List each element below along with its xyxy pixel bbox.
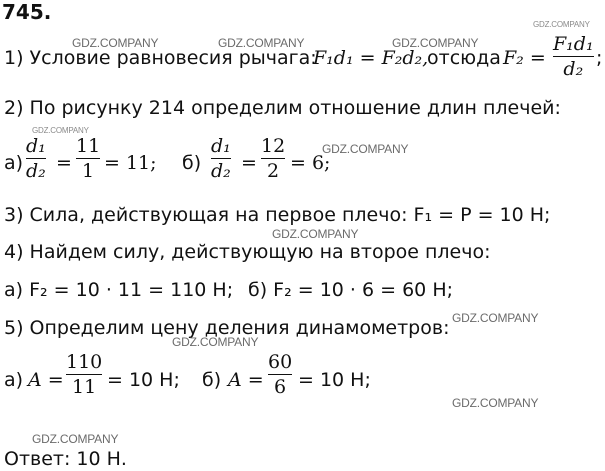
step2-a-result: = 11; bbox=[104, 152, 157, 174]
step2-b-result: = 6; bbox=[290, 152, 331, 174]
watermark: GDZ.COMPANY bbox=[452, 311, 539, 325]
denominator: 2 bbox=[267, 160, 280, 182]
step5-b-fraction bbox=[268, 351, 292, 398]
step1-denominator: d₂ bbox=[563, 58, 584, 80]
denominator: 11 bbox=[72, 376, 97, 398]
watermark: GDZ.COMPANY bbox=[533, 20, 590, 29]
step5-b-result: = 10 Н; bbox=[298, 369, 371, 391]
step5-a-fraction bbox=[66, 351, 102, 398]
denominator: 6 bbox=[274, 376, 287, 398]
step1-equation: F₁d₁ = F₂d₂, bbox=[313, 47, 429, 69]
step4-b: б) F₂ = 10 · 6 = 60 Н; bbox=[248, 279, 454, 301]
numerator: d₁ bbox=[26, 135, 46, 157]
fraction-bar bbox=[66, 374, 102, 375]
numerator: d₁ bbox=[211, 135, 231, 157]
step5-b-label: б) bbox=[202, 369, 222, 391]
step3-text: 3) Сила, действующая на первое плечо: F₁ = P = 10 Н; bbox=[4, 204, 551, 226]
step5-a-result: = 10 Н; bbox=[107, 369, 180, 391]
problem-number: 745. bbox=[2, 0, 52, 24]
watermark: GDZ.COMPANY bbox=[172, 335, 259, 349]
watermark: GDZ.COMPANY bbox=[32, 432, 119, 446]
step4-text: 4) Найдем силу, действующую на второе плечо: bbox=[4, 241, 491, 263]
step5-text: 5) Определим цену деления динамометров: bbox=[4, 317, 450, 339]
step2-b-fraction1 bbox=[211, 135, 231, 182]
fraction-bar bbox=[26, 158, 46, 159]
watermark: GDZ.COMPANY bbox=[272, 227, 359, 241]
step5-a-label: а) bbox=[4, 369, 24, 391]
answer: Ответ: 10 Н. bbox=[4, 448, 127, 470]
step2-text: 2) По рисунку 214 определим отношение длин плечей: bbox=[4, 97, 561, 119]
fraction-bar bbox=[261, 158, 285, 159]
numerator: 110 bbox=[66, 351, 103, 373]
step1-lhs: F₂ = bbox=[503, 47, 546, 69]
watermark: GDZ.COMPANY bbox=[392, 36, 479, 50]
step1-text: 1) Условие равновесия рычага: bbox=[4, 47, 317, 69]
denominator: d₂ bbox=[211, 160, 231, 182]
fraction-bar bbox=[211, 158, 231, 159]
step1-end: ; bbox=[596, 47, 603, 69]
step5-a-lhs: A = bbox=[28, 369, 64, 391]
step1-numerator: F₁d₁ bbox=[553, 33, 594, 55]
denominator: 1 bbox=[82, 160, 95, 182]
watermark: GDZ.COMPANY bbox=[452, 396, 539, 410]
watermark: GDZ.COMPANY bbox=[72, 36, 159, 50]
step2-b-label: б) bbox=[182, 152, 202, 174]
step2-a-label: а) bbox=[4, 152, 24, 174]
step1-fraction bbox=[553, 33, 594, 80]
step1-hence: отсюда bbox=[427, 47, 501, 69]
numerator: 60 bbox=[268, 351, 293, 373]
step2-a-fraction1 bbox=[26, 135, 46, 182]
watermark: GDZ.COMPANY bbox=[32, 126, 89, 135]
fraction-bar bbox=[553, 56, 594, 57]
numerator: 11 bbox=[76, 135, 101, 157]
step5-b-lhs: A = bbox=[228, 369, 264, 391]
fraction-bar bbox=[76, 158, 100, 159]
watermark: GDZ.COMPANY bbox=[218, 36, 305, 50]
step2-a-eq: = bbox=[56, 152, 72, 174]
step4-a: а) F₂ = 10 · 11 = 110 Н; bbox=[4, 279, 234, 301]
step2-a-fraction2 bbox=[76, 135, 100, 182]
numerator: 12 bbox=[261, 135, 286, 157]
step2-b-eq: = bbox=[241, 152, 257, 174]
watermark: GDZ.COMPANY bbox=[322, 142, 409, 156]
denominator: d₂ bbox=[26, 160, 46, 182]
step2-b-fraction2 bbox=[261, 135, 285, 182]
fraction-bar bbox=[268, 374, 292, 375]
